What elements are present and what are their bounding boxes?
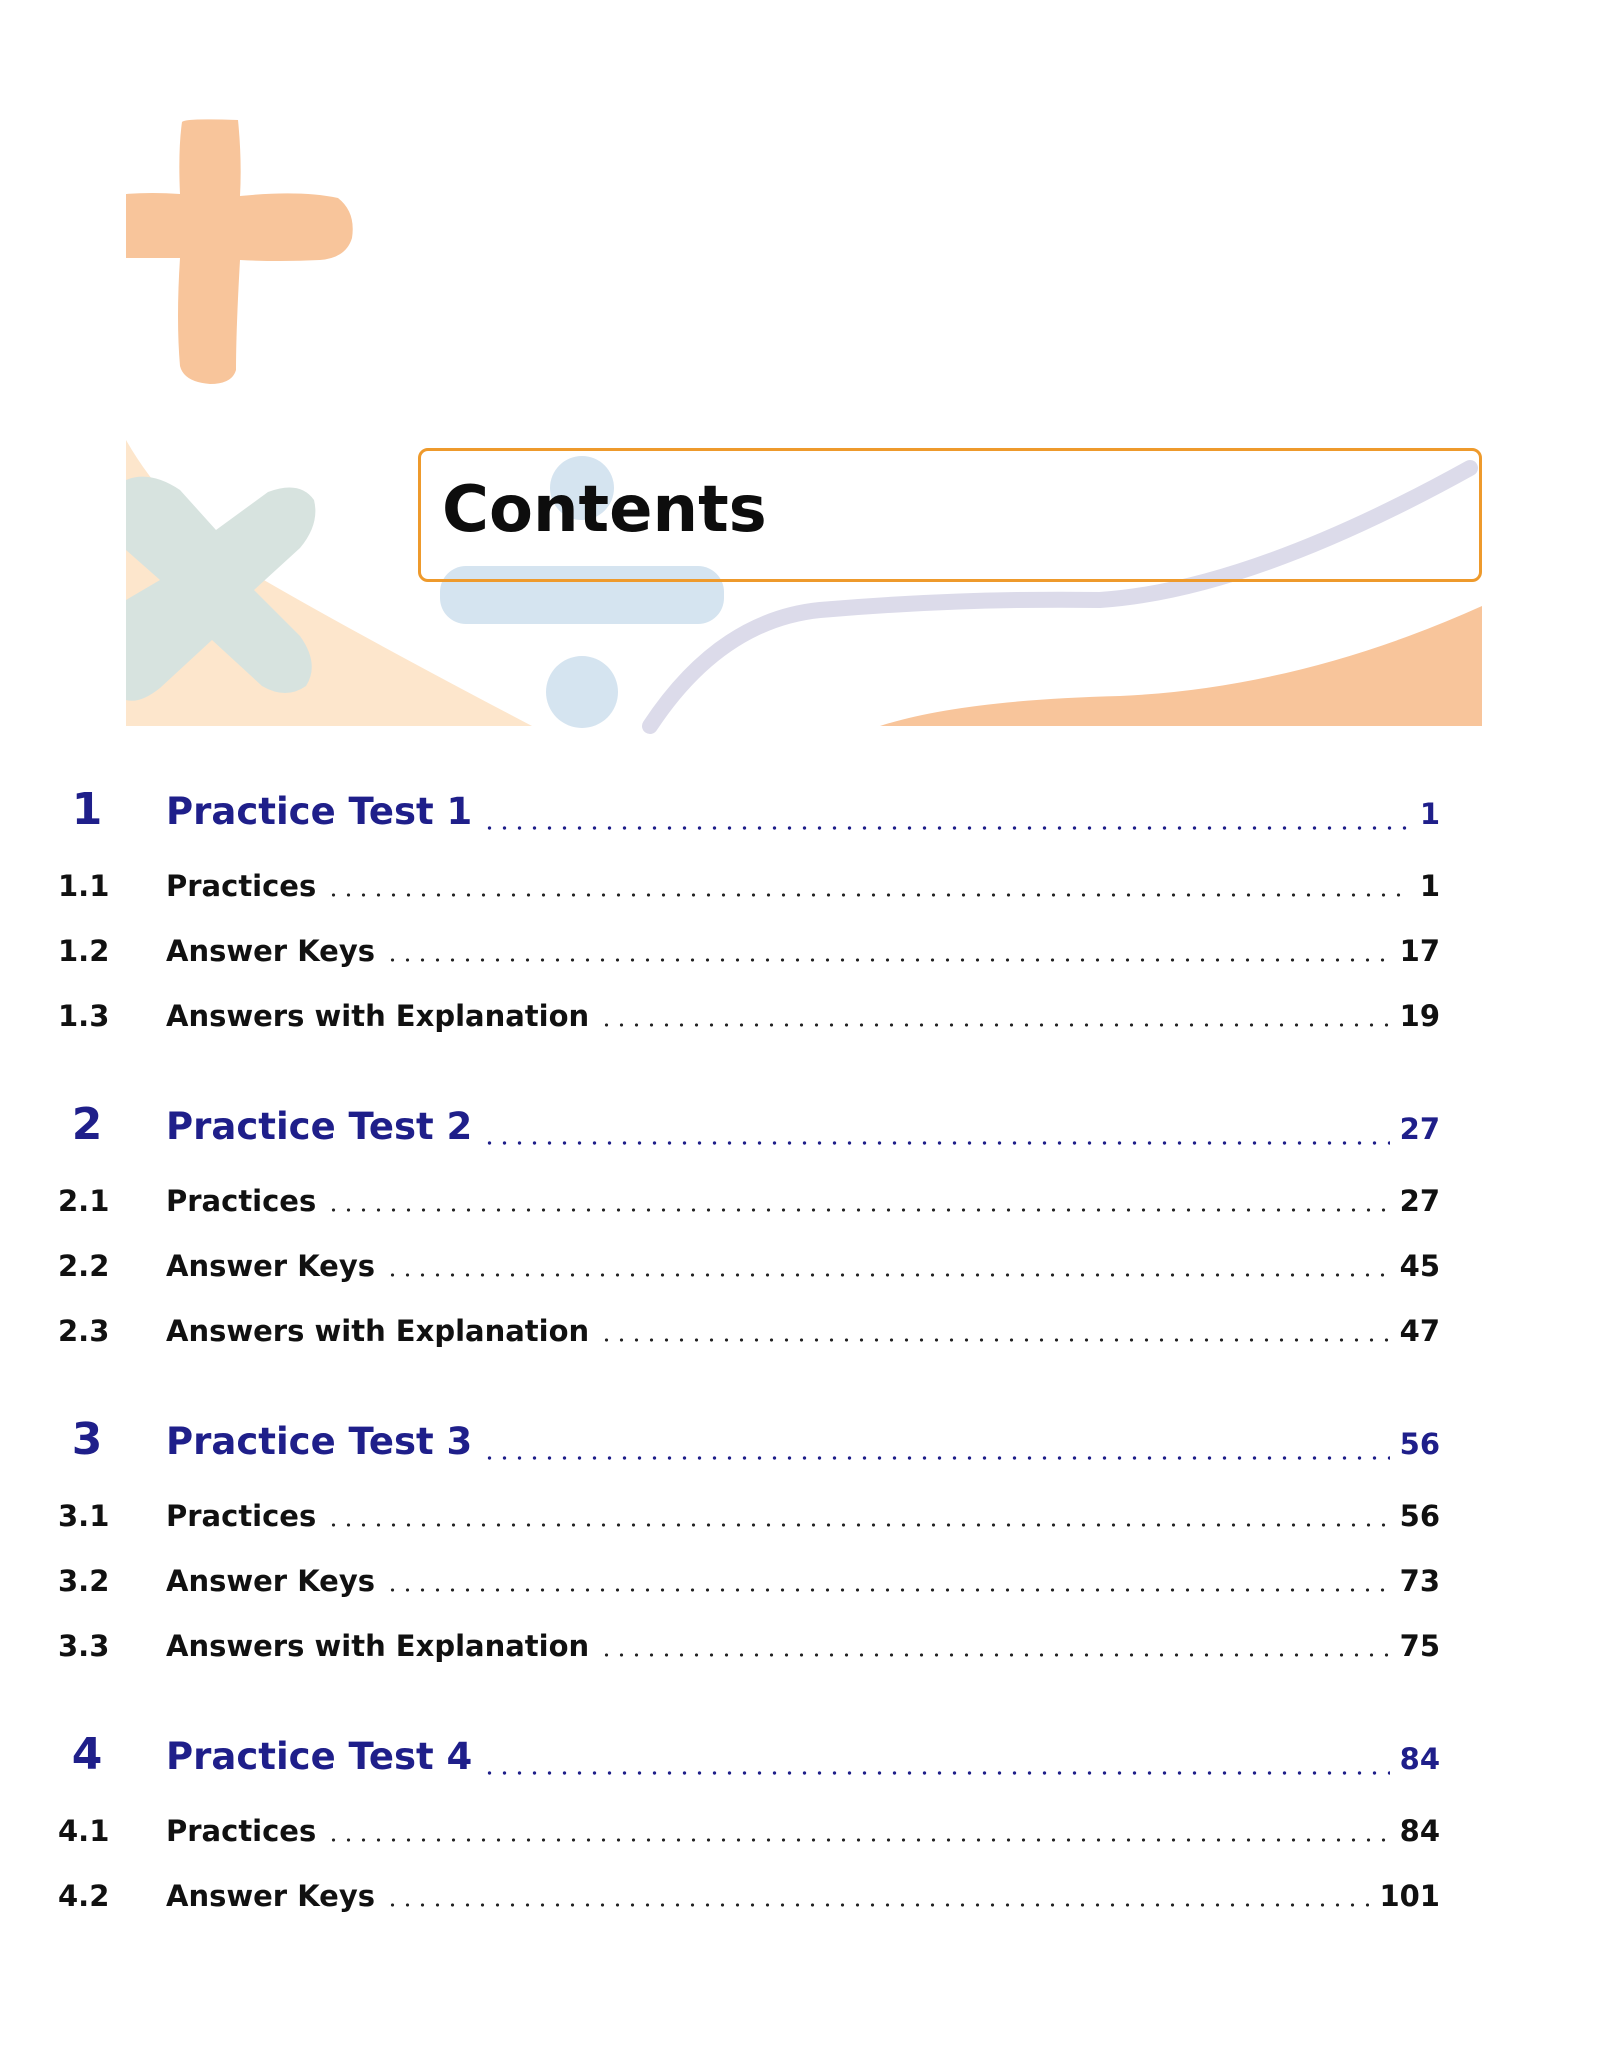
section-number: 2.1 <box>58 1184 110 1218</box>
section-page[interactable]: 1 <box>1419 869 1440 903</box>
toc-section-1-2[interactable] <box>0 919 1600 984</box>
section-page[interactable]: 47 <box>1399 1314 1440 1348</box>
toc-chapter-3[interactable] <box>0 1400 1600 1484</box>
toc-section-2-2[interactable] <box>0 1234 1600 1299</box>
section-number: 4.2 <box>58 1879 110 1913</box>
chapter-number: 4 <box>71 1729 103 1780</box>
dot-leader <box>482 1141 1389 1145</box>
chapter-spacer <box>0 1364 1600 1400</box>
section-title[interactable]: Answer Keys <box>166 934 376 968</box>
chapter-title[interactable]: Practice Test 2 <box>166 1105 473 1148</box>
section-page[interactable]: 56 <box>1399 1499 1440 1533</box>
section-page[interactable]: 75 <box>1399 1629 1440 1663</box>
section-page[interactable]: 45 <box>1399 1249 1440 1283</box>
section-title[interactable]: Answers with Explanation <box>166 1629 590 1663</box>
section-title[interactable]: Answer Keys <box>166 1249 376 1283</box>
section-title[interactable]: Answer Keys <box>166 1564 376 1598</box>
plus-shape-icon <box>126 119 353 384</box>
toc-section-1-1[interactable] <box>0 854 1600 919</box>
chapter-number: 2 <box>71 1099 103 1150</box>
chapter-title[interactable]: Practice Test 1 <box>166 790 473 833</box>
chapter-spacer <box>0 1049 1600 1085</box>
section-page[interactable]: 27 <box>1399 1184 1440 1218</box>
section-number: 3.3 <box>58 1629 110 1663</box>
dot-leader <box>385 1588 1390 1592</box>
dot-leader <box>385 1903 1369 1907</box>
dot-leader <box>599 1653 1389 1657</box>
section-number: 1.1 <box>58 869 110 903</box>
toc-section-3-1[interactable] <box>0 1484 1600 1549</box>
chapter-page[interactable]: 1 <box>1419 797 1440 831</box>
toc-section-1-3[interactable] <box>0 984 1600 1049</box>
chapter-page[interactable]: 27 <box>1399 1112 1440 1146</box>
chapter-title[interactable]: Practice Test 3 <box>166 1420 473 1463</box>
chapter-title[interactable]: Practice Test 4 <box>166 1735 473 1778</box>
section-title[interactable]: Practices <box>166 869 317 903</box>
dot-leader <box>599 1338 1389 1342</box>
dot-leader <box>326 893 1410 897</box>
section-title[interactable]: Practices <box>166 1499 317 1533</box>
section-title[interactable]: Answer Keys <box>166 1879 376 1913</box>
section-number: 1.2 <box>58 934 110 968</box>
toc-section-2-3[interactable] <box>0 1299 1600 1364</box>
chapter-spacer <box>0 1679 1600 1715</box>
banner-decoration <box>0 0 1600 740</box>
section-page[interactable]: 101 <box>1379 1879 1440 1913</box>
section-number: 1.3 <box>58 999 110 1033</box>
section-title[interactable]: Practices <box>166 1184 317 1218</box>
section-number: 3.1 <box>58 1499 110 1533</box>
toc-chapter-2[interactable] <box>0 1085 1600 1169</box>
section-number: 2.3 <box>58 1314 110 1348</box>
toc-section-3-2[interactable] <box>0 1549 1600 1614</box>
section-page[interactable]: 19 <box>1399 999 1440 1033</box>
section-number: 4.1 <box>58 1814 110 1848</box>
toc-chapter-1[interactable] <box>0 770 1600 854</box>
header-banner <box>0 0 1600 740</box>
chapter-number: 1 <box>71 784 103 835</box>
section-title[interactable]: Answers with Explanation <box>166 999 590 1033</box>
section-page[interactable]: 17 <box>1399 934 1440 968</box>
dot-leader <box>385 1273 1390 1277</box>
toc-section-4-1[interactable] <box>0 1799 1600 1864</box>
section-number: 2.2 <box>58 1249 110 1283</box>
dot-leader <box>326 1838 1389 1842</box>
section-page[interactable]: 73 <box>1399 1564 1440 1598</box>
dot-leader <box>599 1023 1389 1027</box>
toc-section-2-1[interactable] <box>0 1169 1600 1234</box>
section-number: 3.2 <box>58 1564 110 1598</box>
chapter-page[interactable]: 56 <box>1399 1427 1440 1461</box>
dot-leader <box>385 958 1390 962</box>
toc-section-3-3[interactable] <box>0 1614 1600 1679</box>
section-title[interactable]: Practices <box>166 1814 317 1848</box>
dot-leader <box>482 826 1410 830</box>
page-title: Contents <box>442 473 767 547</box>
toc-section-4-2[interactable] <box>0 1864 1600 1929</box>
dot-leader <box>482 1771 1389 1775</box>
section-page[interactable]: 84 <box>1399 1814 1440 1848</box>
section-title[interactable]: Answers with Explanation <box>166 1314 590 1348</box>
chapter-page[interactable]: 84 <box>1399 1742 1440 1776</box>
toc-chapter-4[interactable] <box>0 1715 1600 1799</box>
dot-leader <box>326 1208 1389 1212</box>
table-of-contents <box>0 770 1600 1929</box>
dot-leader <box>482 1456 1389 1460</box>
chapter-number: 3 <box>71 1414 103 1465</box>
dot-leader <box>326 1523 1389 1527</box>
